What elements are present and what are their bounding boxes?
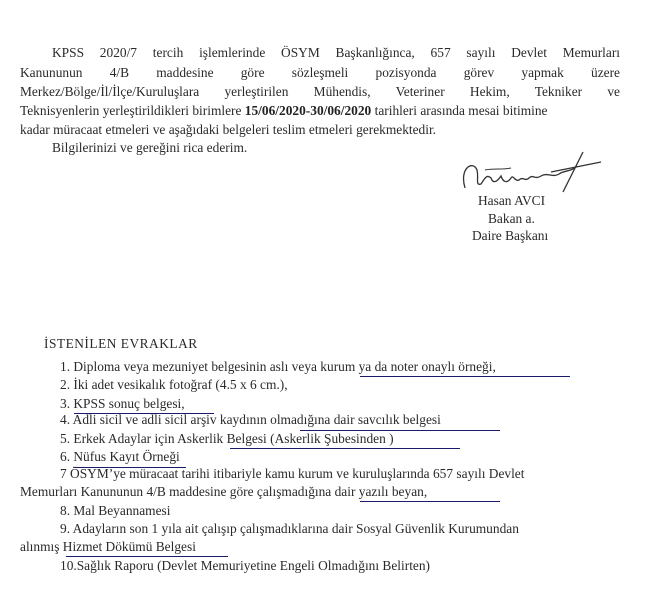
document-item-9-line-1: 9. Adayların son 1 yıla ait çalışıp çalışmadıklarına dair Sosyal Güvenlik Kurumundan	[60, 521, 519, 536]
signatory-role-1: Bakan a.	[488, 211, 535, 226]
document-item-9-line-2: alınmış Hizmet Dökümü Belgesi	[20, 539, 196, 554]
letter-line-3: Merkez/Bölge/İl/İlçe/Kuruluşlara yerleştirilen Mühendis, Veteriner Hekim, Tekniker ve	[20, 84, 620, 99]
letter-line-2: Kanununun 4/B maddesine göre sözleşmeli pozisyonda görev yapmak üzere	[20, 65, 620, 80]
document-item-6: 6. Nüfus Kayıt Örneği	[60, 449, 180, 464]
document-item-3: 3. KPSS sonuç belgesi,	[60, 396, 185, 411]
document-item-7-line-1: 7 ÖSYM’ye müracaat tarihi itibariyle kamu kurum ve kuruluşlarında 657 sayılı Devlet	[60, 466, 525, 481]
document-item-5: 5. Erkek Adaylar için Askerlik Belgesi (Askerlik Şubesinden )	[60, 431, 394, 446]
underline	[230, 448, 460, 449]
documents-heading: İSTENİLEN EVRAKLAR	[44, 336, 198, 351]
document-item-8: 8. Mal Beyannamesi	[60, 503, 171, 518]
document-item-1: 1. Diploma veya mezuniyet belgesinin aslı veya kurum ya da noter onaylı örneği,	[60, 359, 496, 374]
underline	[360, 501, 500, 502]
underline	[360, 376, 570, 377]
signatory-role-2: Daire Başkanı	[472, 228, 549, 243]
letter-closing: Bilgilerinizi ve gereğini rica ederim.	[52, 140, 248, 155]
document-item-4: 4. Adli sicil ve adli sicil arşiv kaydının olmadığına dair savcılık belgesi	[60, 412, 441, 427]
letter-line-4	[20, 103, 548, 119]
signatory-name: Hasan AVCI	[478, 193, 546, 208]
underline	[66, 556, 228, 557]
document-item-10: 10.Sağlık Raporu (Devlet Memuriyetine Engeli Olmadığını Belirten)	[60, 558, 431, 573]
letter-line-5: kadar müracaat etmeleri ve aşağıdaki belgeleri teslim etmeleri gerekmektedir.	[20, 122, 437, 137]
document-item-2: 2. İki adet vesikalık fotoğraf (4.5 x 6 cm.),	[60, 377, 288, 392]
application-dates: 15/06/2020-30/06/2020	[244, 103, 372, 118]
letter-line-1: KPSS 2020/7 tercih işlemlerinde ÖSYM Başkanlığınca, 657 sayılı Devlet Memurları	[52, 45, 620, 60]
letter-line-4-pre: Teknisyenlerin yerleştirildikleri birimlere	[20, 103, 245, 118]
letter-line-4-post: tarihleri arasında mesai bitimine	[371, 103, 548, 118]
document-item-7-line-2: Memurları Kanununun 4/B maddesine göre çalışmadığına dair yazılı beyan,	[20, 484, 428, 499]
